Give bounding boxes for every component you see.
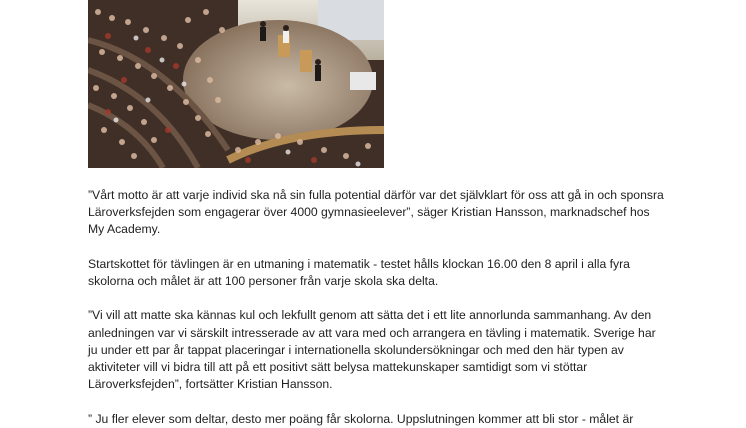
paragraph-quote-math: ”Vi vill att matte ska kännas kul och lekfullt genom att sätta det i ett lite annorlunda sammanhang. Av den anledningen var vi särskilt intresserade av att vara med och arrangera en tävling i matematik. Sverige har ju under ett par år tappat placeringar i internationella skolundersökningar och med den här typen av aktiviteter vill vi bidra till att på ett positivt sätt belysa mattekunskaper samtidigt som vi stöttar Läroverksfejden”, fortsätter Kristian Hansson. (88, 308, 656, 392)
paragraph-quote-sponsor: ”Vårt motto är att varje individ ska nå sin fulla potential därför var det självklart för oss att gå in och sponsra Läroverksfejden som engagerar över 4000 gymnasieelever”, säger Kristian Hansson, marknadschef hos My Academy. (88, 188, 664, 237)
paragraph-quote-participation: ” Ju fler elever som deltar, desto mer poäng får skolorna. Uppslutningen kommer att bli stor - målet är (88, 411, 634, 426)
auditorium-photo (88, 0, 384, 168)
article-body (88, 187, 668, 428)
paragraph-competition-start: Startskottet för tävlingen är en utmaning i matematik - testet hålls klockan 16.00 den 8 april i alla fyra skolorna och målet är att 100 personer från varje skola ska delta. (88, 256, 630, 288)
auditorium-event-photo (88, 0, 384, 168)
